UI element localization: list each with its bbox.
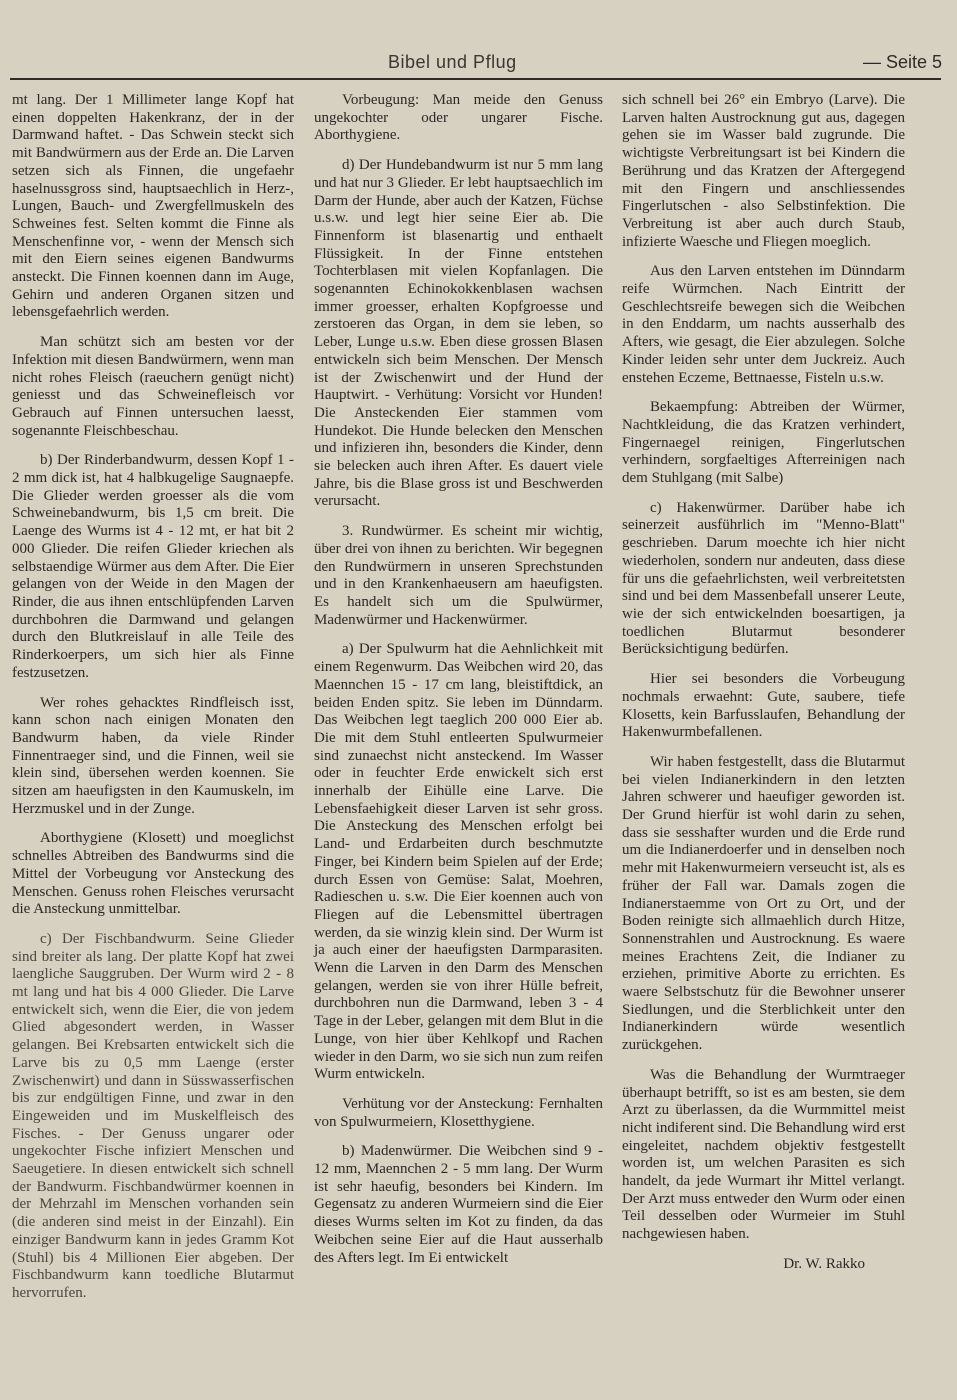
paragraph: sich schnell bei 26° ein Embryo (Larve). Die Larven halten Austrocknung gut aus, dagegen gehen sie im Wasser bald zugrunde. Die wichtigste Verbreitungsart ist bei Kindern die Berührung und das Kratzen der Aftergegend mit den Fingern und anschliessendes Fingerlutschen - also Selbstinfektion. Die Verbreitung ist aber auch durch Staub, infizierte Waesche und Fliegen moeglich. [622, 92, 905, 250]
article-column-3 [622, 92, 905, 1274]
paragraph: mt lang. Der 1 Millimeter lange Kopf hat einen doppelten Hakenkranz, der in der Darmwand haftet. - Das Schwein steckt sich mit Bandwürmern aus der Erde an. Die Larven setzen sich als Finnen, die ungefaehr haselnussgross sind, hauptsaechlich in Herz-, Lungen, Bauch- und Zwergfellmuskeln des Schweines fest. Selten kommt die Finne als Menschenfinne vor, - wenn der Mensch sich mit den Eiern seines eigenen Bandwurms ansteckt. Die Finnen koennen dann im Auge, Gehirn und anderen Organen sitzen und lebensgefaehrlich werden. [12, 92, 294, 321]
paragraph: a) Der Spulwurm hat die Aehnlichkeit mit einem Regenwurm. Das Weibchen wird 20, das Maennchen 15 - 17 cm lang, bleistiftdick, an beiden Enden spitz. Sie leben im Dünndarm. Das Weibchen legt taeglich 200 000 Eier ab. Die mit dem Stuhl entleerten Spulwurmeier sind zunaechst nicht ansteckend. Im Wasser oder in feuchter Erde enwickelt sich erst innerhalb der Eihülle eine Larve. Die Lebensfaehigkeit dieser Larven ist sehr gross. Die Ansteckung des Menschen erfolgt bei Land- und Erdarbeiten durch beschmutzte Finger, bei Kindern beim Spielen auf der Erde; durch Essen von Gemüse: Salat, Moehren, Radieschen u. s.w. Die Eier koennen auch von Fliegen auf die Lebensmittel übertragen werden, da sie winzig klein sind. Der Wurm ist ja auch einer der haeufigsten Darmparasiten. Wenn die Larven in den Darm des Menschen gelangen, werden sie von ihrer Hülle befreit, durchbohren nun die Darmwand, leben 3 - 4 Tage in der Leber, gelangen mit dem Blut in die Lunge, von hier über Kehlkopf und Rachen wieder in den Darm, wo sie sich nun zum reifen Wurm entwickeln. [314, 641, 603, 1083]
paragraph: Verhütung vor der Ansteckung: Fernhalten von Spulwurmeiern, Klosetthygiene. [314, 1095, 603, 1130]
page-number: — Seite 5 [862, 52, 942, 72]
paragraph: Vorbeugung: Man meide den Genuss ungekochter oder ungarer Fische. Aborthygiene. [314, 92, 603, 144]
author-signature: Dr. W. Rakko [783, 1255, 865, 1272]
paragraph: Wer rohes gehacktes Rindfleisch isst, kann schon nach einigen Monaten den Bandwurm haben, da viele Rinder Finnentraeger sind, und die Finnen, weil sie klein sind, übersehen werden koennen. Sie sitzen am haeufigsten in den Kaumuskeln, im Herzmuskel und in der Zunge. [12, 694, 294, 817]
header-rule [10, 78, 941, 80]
paragraph: Aborthygiene (Klosett) und moeglichst schnelles Abtreiben des Bandwurms sind die Mittel der Vorbeugung vor Ansteckung des Menschen. Genuss rohen Fleisches verursacht die Ansteckung unmittelbar. [12, 830, 294, 918]
paragraph: Hier sei besonders die Vorbeugung nochmals erwaehnt: Gute, saubere, tiefe Klosetts, kein Barfusslaufen, Behandlung der Hakenwurmbefallenen. [622, 671, 905, 741]
publication-title: Bibel und Pflug [388, 52, 517, 72]
article-column-1 [12, 92, 294, 1315]
paragraph: Man schützt sich am besten vor der Infektion mit diesen Bandwürmern, wenn man nicht rohes Fleisch (raeuchern genügt nicht) geniesst und das Schweinefleisch vor Gebrauch auf Finnen untersuchen laesst, sogenannte Fleischbeschau. [12, 334, 294, 439]
paragraph: Bekaempfung: Abtreiben der Würmer, Nachtkleidung, die das Kratzen verhindert, Fingernaegel reinigen, Fingerlutschen verhindern, sorgfaeltiges Afterreinigen nach dem Stuhlgang (mit Salbe) [622, 399, 905, 487]
paragraph: Aus den Larven entstehen im Dünndarm reife Würmchen. Nach Eintritt der Geschlechtsreife bewegen sich die Weibchen in den Enddarm, um nachts ausserhalb des Afters, wie gesagt, die Eier abzulegen. Solche Kinder leiden sehr unter dem Juckreiz. Auch enstehen Eczeme, Bettnaesse, Fisteln u.s.w. [622, 263, 905, 386]
page-header [8, 48, 942, 78]
paragraph: b) Madenwürmer. Die Weibchen sind 9 - 12 mm, Maennchen 2 - 5 mm lang. Der Wurm ist sehr haeufig, besonders bei Kindern. Im Gegensatz zu anderen Wurmeiern sind die Eier dieses Wurms selten im Kot zu finden, da das Weibchen seine Eier auf die Haut ausserhalb des Afters legt. Im Ei entwickelt [314, 1143, 603, 1266]
paragraph: Was die Behandlung der Wurmtraeger überhaupt betrifft, so ist es am besten, sie dem Arzt zu überlassen, da die Wurmmittel meist nicht indiferent sind. Die Behandlung wird erst eingeleitet, nachdem objektiv festgestellt worden ist, um welchen Parasiten es sich handelt, da jede Wurmart ihr Mittel verlangt. Der Arzt muss entweder den Wurm oder einen Teil desselben oder Wurmeier im Stuhl nachgewiesen haben. [622, 1066, 905, 1243]
paragraph: Wir haben festgestellt, dass die Blutarmut bei vielen Indianerkindern in den letzten Jahren schwerer und haeufiger geworden ist. Der Grund hierfür ist wohl darin zu sehen, dass sie sesshafter wurden und die Erde rund um die Indianerdoerfer und in denselben noch mehr mit Hakenwurmeiern verseucht ist, als es früher der Fall war. Damals zogen die Indianerstaemme von Ort zu Ort, und der Boden reinigte sich allmaehlich durch Hitze, Sonnenstrahlen und Austrocknung. Es waere meines Erachtens Zeit, die Indianer zu erziehen, primitive Aborte zu errichten. Es waere Selbstschutz für die Bewohner unserer Siedlungen, und die Sterblichkeit unter den Indianerkindern würde wesentlich zurückgehen. [622, 753, 905, 1054]
paragraph: 3. Rundwürmer. Es scheint mir wichtig, über drei von ihnen zu berichten. Wir begegnen den Rundwürmern in unseren Sprechstunden und in den Krankenhaeusern am haeufigsten. Es handelt sich um die Spulwürmer, Madenwürmer und Hackenwürmer. [314, 523, 603, 628]
article-column-2 [314, 92, 603, 1279]
paragraph: d) Der Hundebandwurm ist nur 5 mm lang und hat nur 3 Glieder. Er lebt hauptsaechlich im Darm der Hunde, aber auch der Katzen, Füchse u.s.w. und legt hier seine Eier ab. Die Finnenform ist blasenartig und enthaelt Flüssigkeit. In der Finne entstehen Tochterblasen mit vielen Kopfanlagen. Die sogenannten Echinokokkenblasen wachsen immer groesser, erhalten Kopfgroesse und zerstoeren das Organ, in dem sie leben, so Leber, Lunge u.s.w. Eben diese grossen Blasen entwickeln sich beim Menschen. Der Mensch ist der Zwischenwirt und der Hund der Hauptwirt. - Verhütung: Vorsicht vor Hunden! Die Ansteckenden Eier stammen vom Hundekot. Die Hunde belecken den Menschen und infizieren ihn, besonders die Kinder, denn sie belecken auch ihren After. Es dauert viele Jahre, bis die Blase gross ist und Beschwerden verursacht. [314, 157, 603, 510]
paragraph: b) Der Rinderbandwurm, dessen Kopf 1 - 2 mm dick ist, hat 4 halbkugelige Saugnaepfe. Die Glieder werden groesser als die vom Schweinebandwurm, bis 1,5 cm breit. Die Laenge des Wurms ist 4 - 12 mt, er hat bit 2 000 Glieder. Die reifen Glieder kriechen als selbstaendige Würmer aus dem After. Die Eier gelangen von der Weide in den Magen der Rinder, die aus ihnen entschlüpfenden Larven durchbohren die Darmwand und gelangen durch den Blutkreislauf in alle Teile des Rinderkoerpers, um sich hier als Finne festzusetzen. [12, 452, 294, 681]
paragraph: c) Der Fischbandwurm. Seine Glieder sind breiter als lang. Der platte Kopf hat zwei laengliche Sauggruben. Der Wurm wird 2 - 8 mt lang und hat bis 4 000 Glieder. Die Larve entwickelt sich, wenn die Eier, die von jedem Glied abgesondert werden, in Wasser gelangen. Bei Krebsarten entwickelt sich die Larve bis zu 0,5 mm Laenge (erster Zwischenwirt) und dann in Süsswasserfischen bis zur endgültigen Finne, und zwar in den Eingeweiden und im Muskelfleisch des Fisches. - Der Genuss ungarer oder ungekochter Fische infiziert Menschen und Saeugetiere. In diesen entwickelt sich schnell der Bandwurm. Fischbandwürmer koennen in der Mehrzahl im Menschen vorhanden sein (die anderen sind meist in der Einzahl). Ein einziger Bandwurm kann in jedes Gramm Kot (Stuhl) bis 4 Millionen Eier abgeben. Der Fischbandwurm kann toedliche Blutarmut hervorrufen. [12, 930, 294, 1301]
paragraph: c) Hakenwürmer. Darüber habe ich seinerzeit ausführlich im "Menno-Blatt" geschrieben. Darum moechte ich hier nicht wiederholen, sondern nur andeuten, dass diese für uns die gefaehrlichsten, weil verbreitetsten sind und bei dem Massenbefall unserer Leute, wie der sich entwickelnden boesartigen, ja toedlichen Blutarmut besonderer Berücksichtigung bedürfen. [622, 499, 905, 658]
